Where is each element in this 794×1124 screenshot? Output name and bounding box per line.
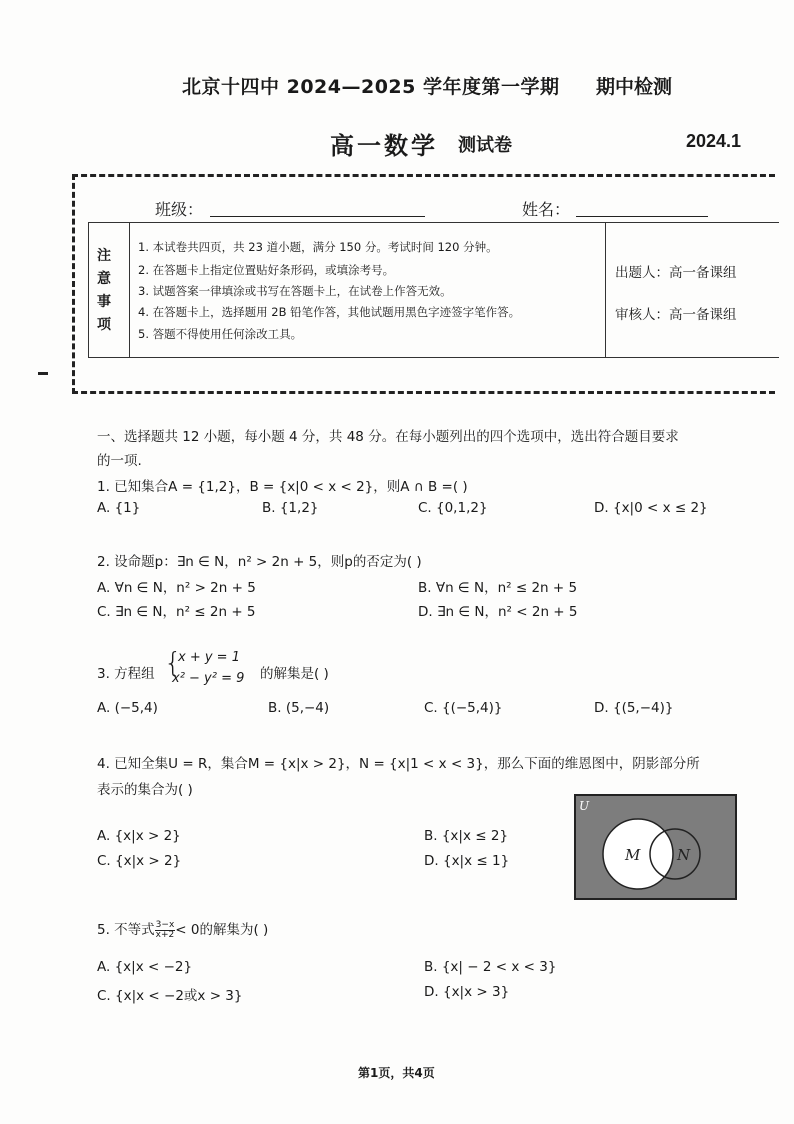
notice-items-cell	[130, 223, 606, 357]
question-reviewer: 审核人：高一备课组	[615, 307, 737, 323]
question-1-stem: 1. 已知集合A = {1,2}，B = {x|0 < x < 2}，则A ∩ B =( )	[97, 479, 468, 495]
equation-line-2: x² − y² = 9	[172, 671, 245, 686]
section-intro-line1: 一、选择题共 12 小题，每小题 4 分，共 48 分。在每小题列出的四个选项中，选出符合题目要求	[97, 429, 679, 445]
q3-option-a: A. (−5,4)	[97, 700, 158, 716]
q5-option-a: A. {x|x < −2}	[97, 959, 193, 975]
q3-option-d: D. {(5,−4)}	[594, 700, 674, 716]
notice-item: 5. 答题不得使用任何涂改工具。	[138, 327, 303, 341]
q2-option-b: B. ∀n ∈ N，n² ≤ 2n + 5	[418, 580, 578, 596]
name-field[interactable]	[576, 196, 708, 217]
venn-label-n: N	[677, 846, 691, 864]
school-term-title: 北京十四中 2024—2025 学年度第一学期	[182, 76, 560, 98]
question-5-fraction	[155, 921, 176, 940]
exam-date: 2024.1	[686, 131, 742, 151]
q1-option-c: C. {0,1,2}	[418, 500, 488, 516]
notice-label-char: 意	[97, 271, 111, 287]
q5-option-c: C. {x|x < −2或x > 3}	[97, 988, 243, 1004]
notice-label-char: 事	[97, 294, 111, 310]
q4-option-c: C. {x|x > 2}	[97, 853, 182, 869]
notice-table	[88, 222, 779, 358]
question-3-prefix: 3. 方程组	[97, 666, 155, 682]
class-label: 班级：	[155, 200, 204, 219]
q1-option-b: B. {1,2}	[262, 500, 319, 516]
q4-option-d: D. {x|x ≤ 1}	[424, 853, 510, 869]
q1-option-a: A. {1}	[97, 500, 141, 516]
question-5-prefix: 5. 不等式	[97, 922, 155, 938]
fraction-numerator: 3−x	[155, 919, 175, 930]
section-intro-line2: 的一项.	[97, 453, 142, 469]
question-4-stem-line2: 表示的集合为( )	[97, 782, 193, 798]
notice-item: 3. 试题答案一律填涂或书写在答题卡上，在试卷上作答无效。	[138, 284, 452, 298]
q4-option-b: B. {x|x ≤ 2}	[424, 828, 509, 844]
q5-option-b: B. {x| − 2 < x < 3}	[424, 959, 557, 975]
q5-option-d: D. {x|x > 3}	[424, 984, 510, 1000]
equation-line-1: x + y = 1	[178, 650, 240, 665]
exam-type: 期中检测	[596, 76, 673, 98]
q2-option-c: C. ∃n ∈ N，n² ≤ 2n + 5	[97, 604, 256, 620]
notice-item: 2. 在答题卡上指定位置贴好条形码，或填涂考号。	[138, 263, 395, 277]
venn-diagram	[574, 794, 737, 900]
venn-label-u: U	[579, 799, 590, 813]
equation-brace: {	[164, 646, 182, 679]
question-2-stem: 2. 设命题p：∃n ∈ N，n² > 2n + 5，则p的否定为( )	[97, 554, 422, 570]
q2-option-a: A. ∀n ∈ N，n² > 2n + 5	[97, 580, 256, 596]
venn-label-m: M	[625, 846, 641, 864]
question-setter: 出题人：高一备课组	[615, 265, 737, 281]
notice-item: 4. 在答题卡上，选择题用 2B 铅笔作答，其他试题用黑色字迹签字笔作答。	[138, 305, 521, 319]
notice-label-char: 项	[97, 317, 111, 333]
q4-option-a: A. {x|x > 2}	[97, 828, 181, 844]
name-label: 姓名：	[522, 200, 571, 219]
question-5-stem	[97, 918, 268, 940]
fraction-denominator: x+2	[155, 929, 175, 940]
margin-mark	[38, 372, 48, 375]
notice-label-char: 注	[97, 248, 111, 264]
q3-option-b: B. (5,−4)	[268, 700, 330, 716]
paper-subtitle: 测试卷	[458, 135, 512, 156]
q3-option-c: C. {(−5,4)}	[424, 700, 503, 716]
question-3-suffix: 的解集是( )	[260, 666, 329, 682]
notice-item: 1. 本试卷共四页，共 23 道小题，满分 150 分。考试时间 120 分钟。	[138, 240, 498, 254]
question-5-suffix: < 0的解集为( )	[175, 922, 269, 938]
notice-label-cell	[89, 223, 130, 357]
q2-option-d: D. ∃n ∈ N，n² < 2n + 5	[418, 604, 578, 620]
page-footer: 第1页，共4页	[358, 1066, 435, 1080]
subject-title: 高一数学	[330, 131, 438, 160]
q1-option-d: D. {x|0 < x ≤ 2}	[594, 500, 708, 516]
class-field[interactable]	[210, 196, 425, 217]
question-4-stem-line1: 4. 已知全集U = R，集合M = {x|x > 2}，N = {x|1 < x < 3}，那么下面的维恩图中，阴影部分所	[97, 756, 700, 772]
